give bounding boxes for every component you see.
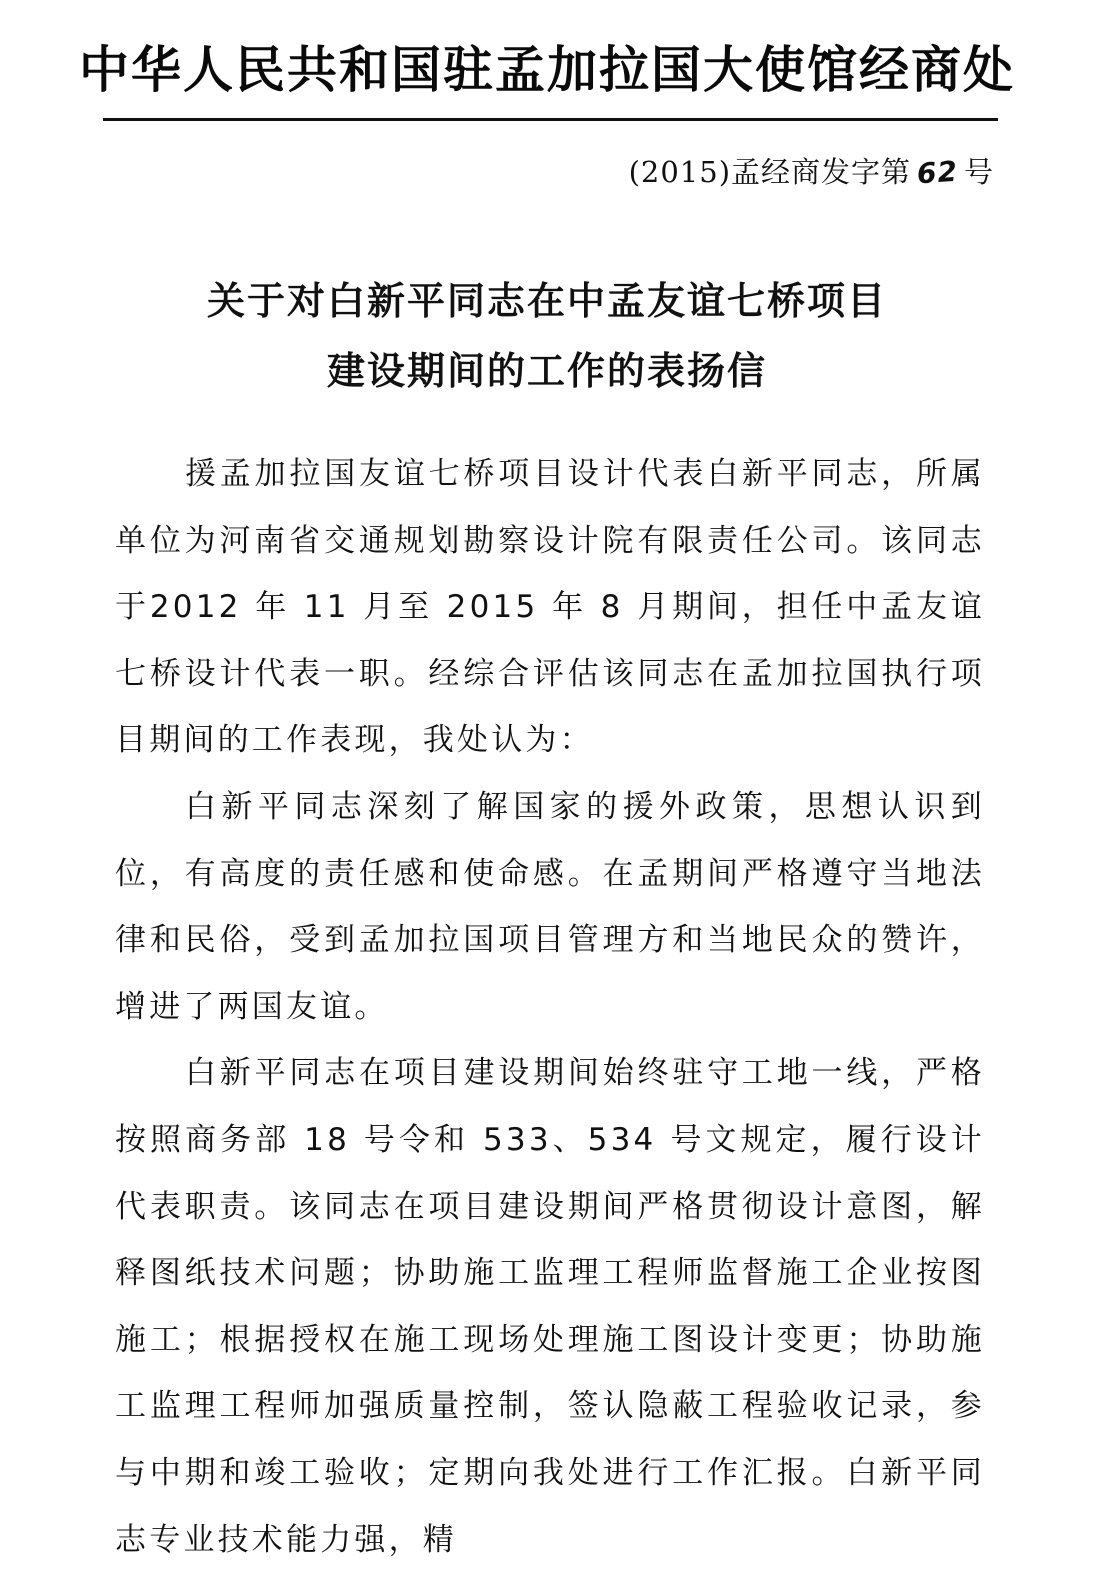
- letter-title-line1: 关于对白新平同志在中孟友谊七桥项目: [206, 279, 887, 323]
- letter-title-line2: 建设期间的工作的表扬信: [326, 349, 767, 393]
- header-divider: [103, 118, 998, 121]
- body-paragraph: 白新平同志深刻了解国家的援外政策，思想认识到位，有高度的责任感和使命感。在孟期间严格遵守当地法律和民俗，受到孟加拉国项目管理方和当地民众的赞许，增进了两国友谊。: [115, 788, 985, 1025]
- document-number: [629, 152, 994, 193]
- body-paragraph: 白新平同志在项目建设期间始终驻守工地一线，严格按照商务部 18 号令和 533、534 号文规定，履行设计代表职责。该同志在项目建设期间严格贯彻设计意图，解释图纸技术问题；协助施工监理工程师监督施工企业按图施工；根据授权在施工现场处理施工图设计变更；协助施工监理工程师加强质量控制，签认隐蔽工程验收记录，参与中期和竣工验收；定期向我处进行工作汇报。白新平同志专业技术能力强，精: [115, 1055, 985, 1558]
- document-number-value: 62: [915, 154, 960, 191]
- document-number-prefix: (2015)孟经商发字第: [628, 155, 912, 189]
- body-paragraph: 援孟加拉国友谊七桥项目设计代表白新平同志，所属单位为河南省交通规划勘察设计院有限责任公司。该同志于2012 年 11 月至 2015 年 8 月期间，担任中孟友谊七桥设计代表一职。经综合评估该同志在孟加拉国执行项目期间的工作表现，我处认为：: [115, 456, 985, 759]
- letter-body: [115, 441, 985, 1573]
- issuing-organization-title: 中华人民共和国驻孟加拉国大使馆经商处: [79, 41, 1015, 99]
- document-number-suffix: 号: [963, 155, 994, 189]
